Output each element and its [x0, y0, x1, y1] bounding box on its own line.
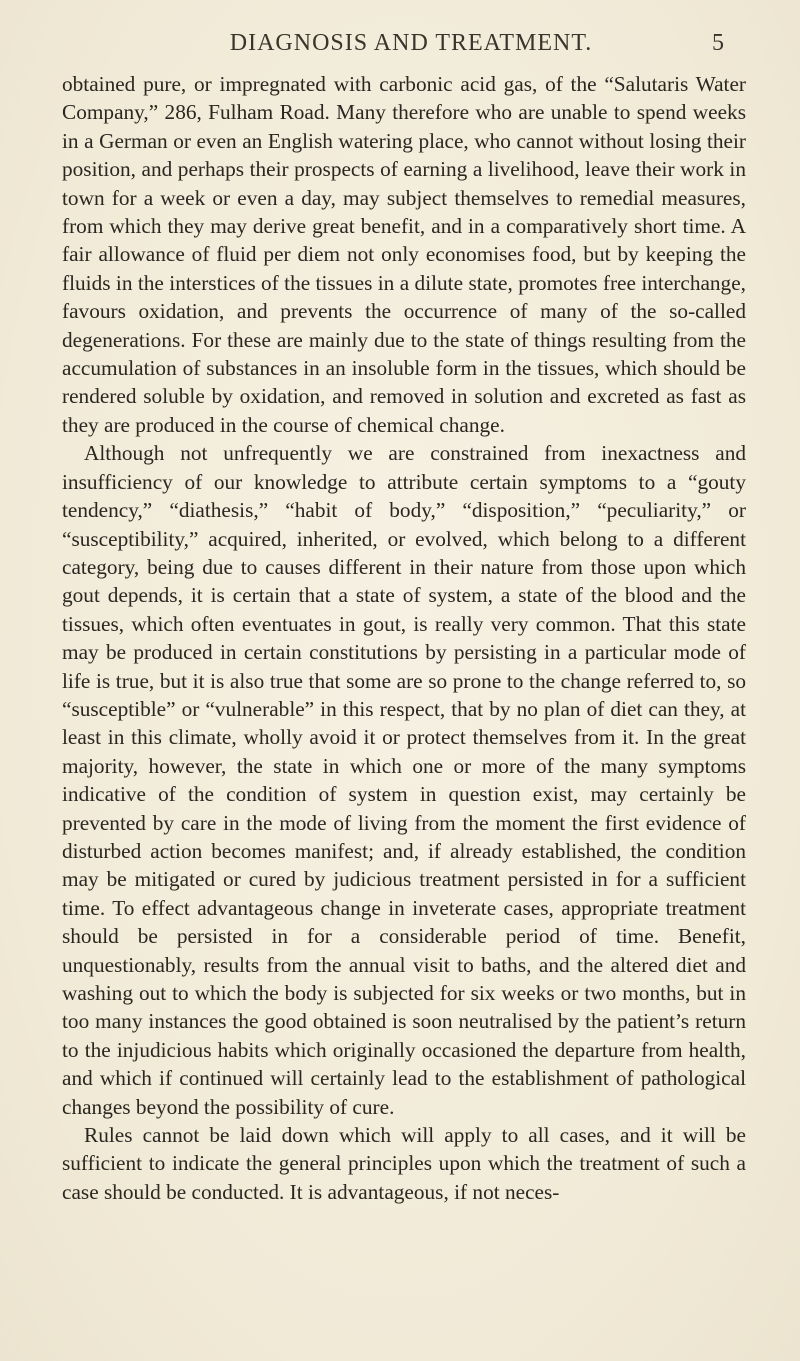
paragraph-2: Although not unfrequently we are constrained from inexactness and insufficiency of our knowledge to attribute certain symptoms to a “gouty tendency,” “diathesis,” “habit of body,” “disposition,” “peculiarity,” or “susceptibility,” acquired, inherited, or evolved, which belong to a different category, being due to causes different in their nature from those upon which gout depends, it is certain that a state of system, a state of the blood and the tissues, which often eventuates in gout, is really very common. That this state may be produced in certain constitutions by persisting in a particular mode of life is true, but it is also true that some are so prone to the change referred to, so “susceptible” or “vulnerable” in this respect, that by no plan of diet can they, at least in this climate, wholly avoid it or protect themselves from it. In the great majority, however, the state in which one or more of the many symptoms indicative of the condition of system in question exist, may certainly be prevented by care in the mode of living from the moment the first evidence of disturbed action becomes manifest; and, if already established, the condition may be mitigated or cured by judicious treatment persisted in for a sufficient time. To effect advantageous change in inveterate cases, appropriate treatment should be persisted in for a considerable period of time. Benefit, unquestionably, results from the annual visit to baths, and the altered diet and washing out to which the body is subjected for six weeks or two months, but in too many instances the good obtained is soon neutralised by the patient’s return to the injudicious habits which originally occasioned the departure from health, and which if continued will certainly lead to the establishment of pathological changes beyond the possibility of cure.: [62, 441, 746, 1119]
running-title: DIAGNOSIS AND TREATMENT.: [229, 30, 593, 56]
body-text: [62, 70, 746, 1206]
running-head: [62, 30, 760, 66]
page-number: 5: [712, 30, 724, 56]
paragraph-1: obtained pure, or impregnated with carbonic acid gas, of the “Salutaris Water Company,” 286, Fulham Road. Many therefore who are unable to spend weeks in a German or even an English watering place, who cannot without losing their position, and perhaps their prospects of earning a livelihood, leave their work in town for a week or even a day, may subject themselves to remedial measures, from which they may derive great benefit, and in a comparatively short time. A fair allowance of fluid per diem not only economises food, but by keeping the fluids in the interstices of the tissues in a dilute state, promotes free interchange, favours oxidation, and prevents the occurrence of many of the so-called degenerations. For these are mainly due to the state of things resulting from the accumulation of substances in an insoluble form in the tissues, which should be rendered soluble by oxidation, and removed in solution and excreted as fast as they are produced in the course of chemical change.: [62, 72, 746, 437]
paragraph-3: Rules cannot be laid down which will apply to all cases, and it will be sufficient to indicate the general principles upon which the treatment of such a case should be conducted. It is advantageous, if not neces-: [62, 1123, 746, 1204]
